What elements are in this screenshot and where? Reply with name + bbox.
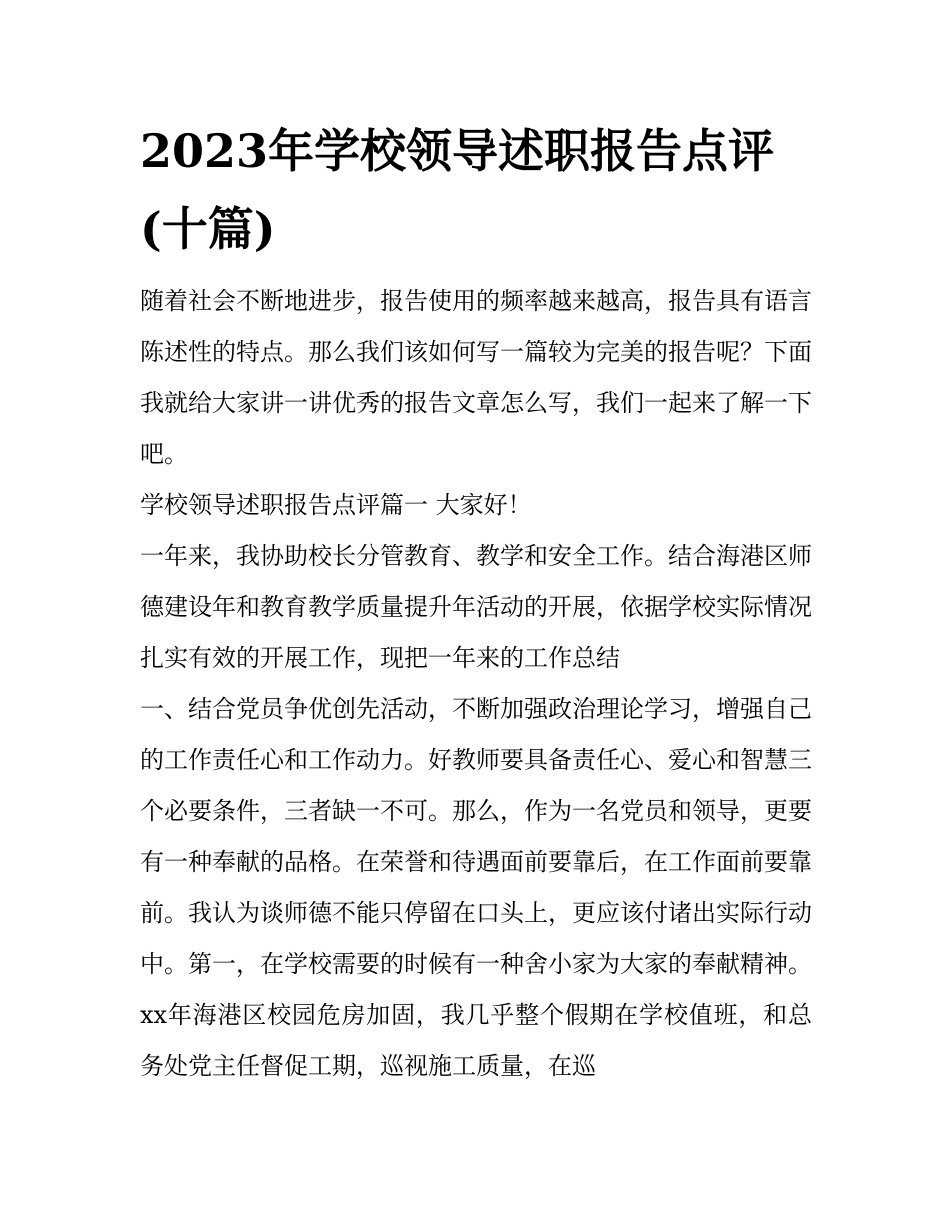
intro-paragraph: 随着社会不断地进步，报告使用的频率越来越高，报告具有语言陈述性的特点。那么我们该如何写一篇较为完美的报告呢？下面我就给大家讲一讲优秀的报告文章怎么写，我们一起来了解一下吧。 <box>140 287 812 468</box>
point-one-paragraph: 一、结合党员争优创先活动，不断加强政治理论学习，增强自己的工作责任心和工作动力。好教师要具备责任心、爱心和智慧三个必要条件，三者缺一不可。那么，作为一名党员和领导，更要有一种奉献的品格。在荣誉和待遇面前要靠后，在工作面前要靠前。我认为谈师德不能只停留在口头上，更应该付诸出实际行动中。第一，在学校需要的时候有一种舍小家为大家的奉献精神。xx年海港区校园危房加固，我几乎整个假期在学校值班，和总务处党主任督促工期，巡视施工质量，在巡 <box>140 695 812 1080</box>
section-heading-paragraph: 学校领导述职报告点评篇一 大家好！ <box>140 491 532 519</box>
document-body <box>140 276 812 1092</box>
document-title: 2023年学校领导述职报告点评(十篇) <box>140 124 775 256</box>
overview-paragraph: 一年来，我协助校长分管教育、教学和安全工作。结合海港区师德建设年和教育教学质量提升年活动的开展，依据学校实际情况扎实有效的开展工作，现把一年来的工作总结 <box>140 542 812 672</box>
